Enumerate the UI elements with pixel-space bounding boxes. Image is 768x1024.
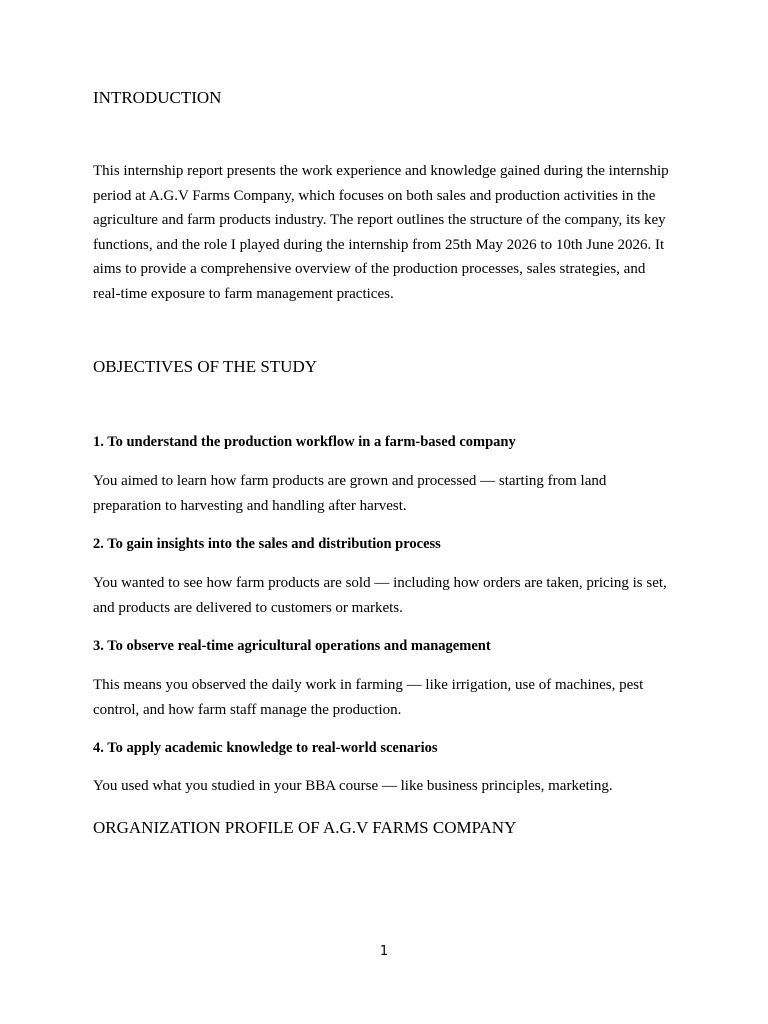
- objective-title: 3. To observe real-time agricultural operations and management: [93, 638, 491, 654]
- introduction-paragraph: This internship report presents the work experience and knowledge gained during the internship period at A.G.V Farms Company, which focuses on both sales and production activities in the agriculture and farm products industry. The report outlines the structure of the company, its key functions, and the role I played during the internship from 25th May 2026 to 10th June 2026. It aims to provide a comprehensive overview of the production processes, sales strategies, and real-time exposure to farm management practices.: [93, 163, 669, 302]
- objective-body: You used what you studied in your BBA course — like business principles, marketing.: [93, 778, 613, 794]
- organization-heading: ORGANIZATION PROFILE OF A.G.V FARMS COMPANY: [93, 818, 517, 837]
- objective-title: 2. To gain insights into the sales and distribution process: [93, 536, 441, 552]
- objective-body: This means you observed the daily work in farming — like irrigation, use of machines, pest control, and how farm staff manage the production.: [93, 677, 644, 718]
- page-number: 1: [379, 944, 389, 959]
- introduction-heading: INTRODUCTION: [93, 88, 222, 107]
- objective-title: 1. To understand the production workflow in a farm-based company: [93, 434, 516, 450]
- objective-title: 4. To apply academic knowledge to real-world scenarios: [93, 740, 438, 756]
- objectives-heading: OBJECTIVES OF THE STUDY: [93, 357, 318, 376]
- objective-body: You wanted to see how farm products are sold — including how orders are taken, pricing is set, and products are delivered to customers or markets.: [93, 575, 667, 616]
- objective-body: You aimed to learn how farm products are grown and processed — starting from land preparation to harvesting and handling after harvest.: [93, 473, 607, 514]
